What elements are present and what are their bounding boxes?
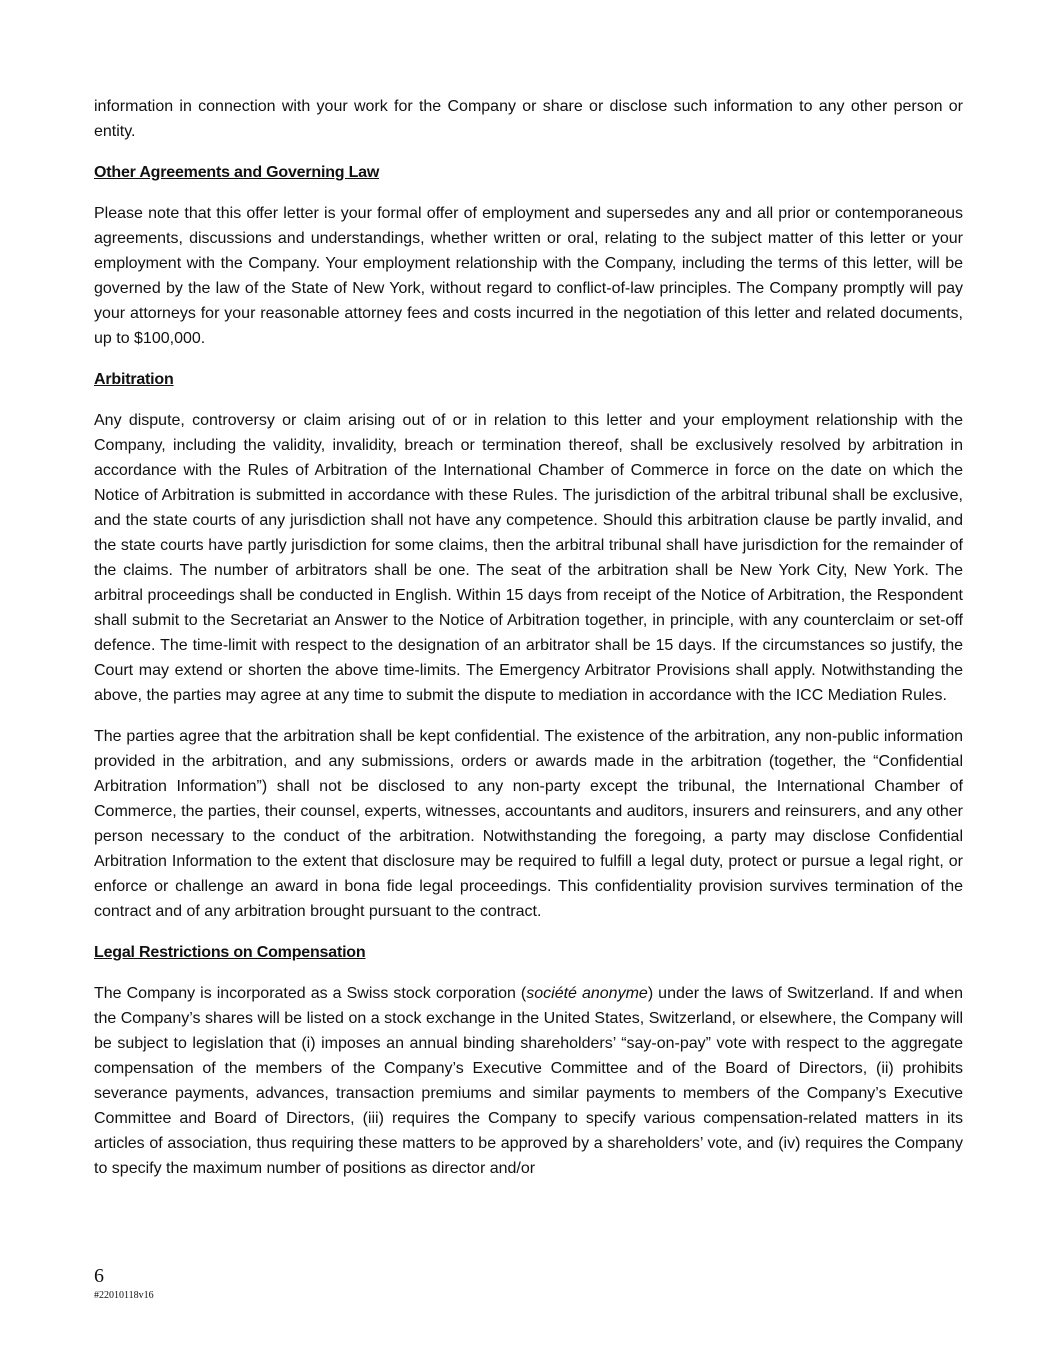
document-page	[94, 94, 963, 1197]
governing-law-paragraph: Please note that this offer letter is your formal offer of employment and supersedes any and all prior or contemporaneous agreements, discussions and understandings, whether written or oral, relating to the subject matter of this letter or your employment with the Company. Your employment relationship with the Company, including the terms of this letter, will be governed by the law of the State of New York, without regard to conflict-of-law principles. The Company promptly will pay your attorneys for your reasonable attorney fees and costs incurred in the negotiation of this letter and related documents, up to $100,000.	[94, 205, 963, 347]
section-heading-governing-law: Other Agreements and Governing Law	[94, 164, 380, 181]
legal-restrictions-italic-term: société anonyme	[526, 985, 648, 1002]
legal-restrictions-text-start: The Company is incorporated as a Swiss stock corporation (	[94, 985, 527, 1002]
section-arbitration	[94, 367, 963, 924]
page-footer	[94, 1264, 154, 1303]
arbitration-paragraph-1: Any dispute, controversy or claim arising out of or in relation to this letter and your employment relationship with the Company, including the validity, invalidity, breach or termination thereof, shall be exclusively resolved by arbitration in accordance with the Rules of Arbitration of the International Chamber of Commerce in force on the date on which the Notice of Arbitration is submitted in accordance with these Rules. The jurisdiction of the arbitral tribunal shall be exclusive, and the state courts of any jurisdiction shall not have any competence. Should this arbitration clause be partly invalid, and the state courts have partly jurisdiction for some claims, then the arbitral tribunal shall have jurisdiction for the remainder of the claims. The number of arbitrators shall be one. The seat of the arbitration shall be New York City, New York. The arbitral proceedings shall be conducted in English. Within 15 days from receipt of the Notice of Arbitration, the Respondent shall submit to the Secretariat an Answer to the Notice of Arbitration together, in principle, with any counterclaim or set-off defence. The time-limit with respect to the designation of an arbitrator shall be 15 days. If the circumstances so justify, the Court may extend or shorten the above time-limits. The Emergency Arbitrator Provisions shall apply. Notwithstanding the above, the parties may agree at any time to submit the dispute to mediation in accordance with the ICC Mediation Rules.	[94, 412, 963, 704]
legal-restrictions-paragraph	[94, 981, 963, 1181]
section-heading-arbitration: Arbitration	[94, 371, 174, 388]
document-id: #22010118v16	[94, 1290, 154, 1301]
page-number: 6	[94, 1265, 104, 1287]
section-governing-law	[94, 160, 963, 351]
section-legal-restrictions	[94, 940, 963, 1181]
arbitration-paragraph-2: The parties agree that the arbitration shall be kept confidential. The existence of the arbitration, any non-public information provided in the arbitration, and any submissions, orders or awards made in the arbitration (together, the “Confidential Arbitration Information”) shall not be disclosed to any non-party except the tribunal, the International Chamber of Commerce, the parties, their counsel, experts, witnesses, accountants and auditors, insurers and reinsurers, and any other person necessary to the conduct of the arbitration. Notwithstanding the foregoing, a party may disclose Confidential Arbitration Information to the extent that disclosure may be required to fulfill a legal duty, protect or pursue a legal right, or enforce or challenge an award in bona fide legal proceedings. This confidentiality provision survives termination of the contract and of any arbitration brought pursuant to the contract.	[94, 728, 963, 920]
continuation-paragraph: information in connection with your work for the Company or share or disclose such information to any other person or entity.	[94, 98, 963, 140]
legal-restrictions-text-end: ) under the laws of Switzerland. If and when the Company’s shares will be listed on a stock exchange in the United States, Switzerland, or elsewhere, the Company will be subject to legislation that (i) imposes an annual binding shareholders’ “say-on-pay” vote with respect to the aggregate compensation of the members of the Company’s Executive Committee and of the Board of Directors, (ii) prohibits severance payments, advances, transaction premiums and similar payments to members of the Company’s Executive Committee and Board of Directors, (iii) requires the Company to specify various compensation-related matters in its articles of association, thus requiring these matters to be approved by a shareholders’ vote, and (iv) requires the Company to specify the maximum number of positions as director and/or	[94, 985, 963, 1177]
section-heading-legal-restrictions: Legal Restrictions on Compensation	[94, 944, 366, 961]
